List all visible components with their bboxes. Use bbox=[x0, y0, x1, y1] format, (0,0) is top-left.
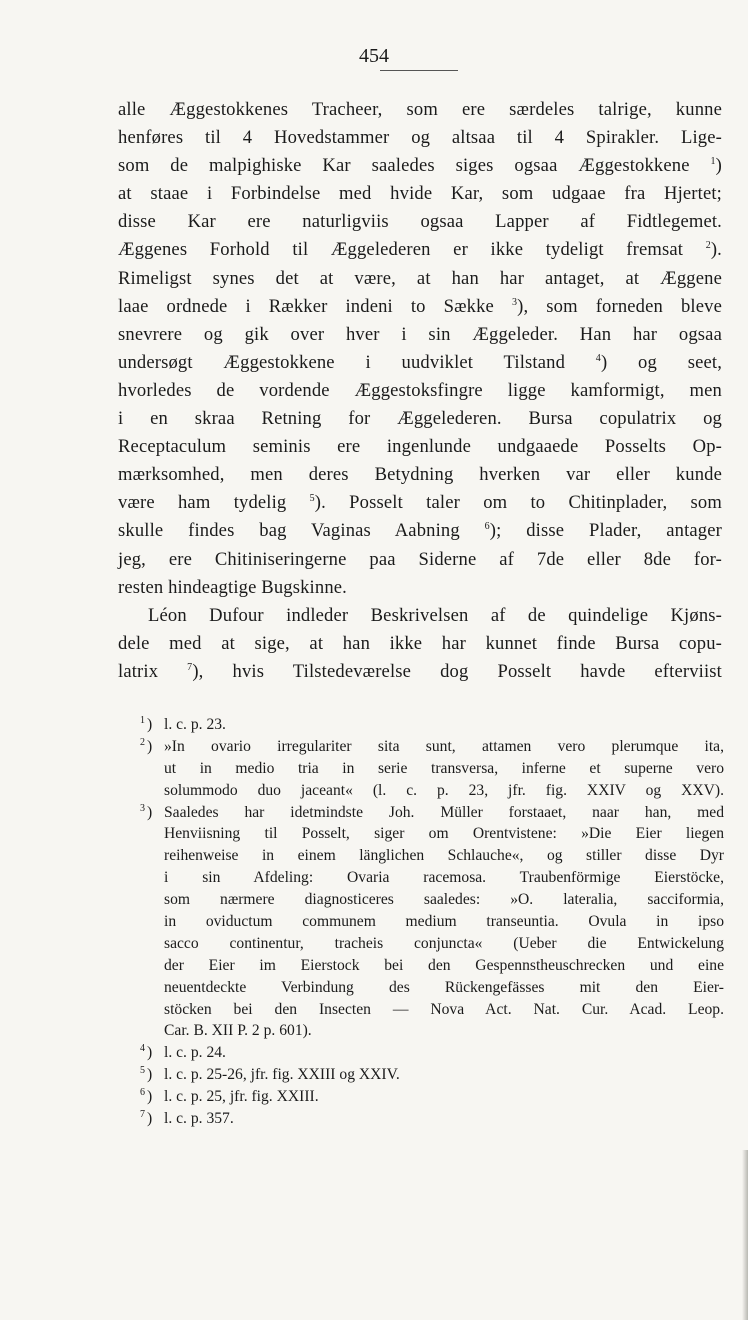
footnote-ref[interactable]: 1 bbox=[710, 156, 716, 168]
text-line: dele med at sige, at han ikke har kunnet finde Bursa copu- bbox=[118, 632, 722, 654]
footnote-number: 1 bbox=[140, 715, 145, 726]
footnote-line: »In ovario irregulariter sita sunt, attamen vero plerumque ita, bbox=[164, 737, 724, 755]
text-line: alle Æggestokkenes Tracheer, som ere særdeles talrige, kunne bbox=[118, 99, 722, 120]
footnote-number: 6 bbox=[140, 1087, 145, 1099]
footnote-line: l. c. p. 23. bbox=[164, 716, 226, 733]
text-line: Receptaculum seminis ere ingenlunde undgaaede Posselts Op- bbox=[118, 436, 722, 458]
footnotes bbox=[140, 714, 724, 1130]
text-line: jeg, ere Chitiniseringerne paa Siderne af 7de eller 8de for- bbox=[118, 548, 722, 570]
footnote-ref[interactable]: 5 bbox=[309, 493, 315, 505]
text-line: undersøgt Æggestokkene i uudviklet Tilstand $^4$) og seet, bbox=[118, 351, 723, 373]
footnote-number: 7 bbox=[140, 1109, 145, 1121]
footnote-ref[interactable]: 2 bbox=[705, 240, 711, 252]
text-line: snevrere og gik over hver i sin Æggeleder. Han har ogsaa bbox=[118, 323, 722, 345]
footnote-line: som nærmere diagnosticeres saaledes: »O. lateralia, sacciformia, bbox=[164, 891, 724, 909]
footnote-4 bbox=[140, 1042, 724, 1064]
footnote-line: Saaledes har idetmindste Joh. Müller forstaaet, naar han, med bbox=[164, 803, 724, 821]
footnote-line: stöcken bei den Insecten — Nova Act. Nat. Cur. Acad. Leop. bbox=[164, 1000, 724, 1018]
footnote-line: l. c. p. 25, jfr. fig. XXIII. bbox=[164, 1088, 319, 1106]
footnote-line: i sin Afdeling: Ovaria racemosa. Traubenförmige Eierstöcke, bbox=[164, 869, 724, 887]
footnote-line: sacco continentur, tracheis conjuncta« (Ueber die Entwickelung bbox=[164, 934, 724, 952]
footnote-3 bbox=[140, 802, 724, 1043]
footnote-1 bbox=[140, 714, 724, 736]
text-line: hvorledes de vordende Æggestoksfingre ligge kamformigt, men bbox=[118, 379, 722, 401]
footnote-ref[interactable]: 4 bbox=[595, 352, 601, 364]
footnote-paren: ) bbox=[147, 716, 153, 733]
text-line: i en skraa Retning for Æggelederen. Bursa copulatrix og bbox=[118, 408, 722, 430]
text-line: mærksomhed, men deres Betydning hverken var eller kunde bbox=[118, 464, 722, 486]
footnote-line: reihenweise in einem länglichen Schlauche«, og stiller disse Dyr bbox=[164, 847, 724, 865]
footnote-paren: ) bbox=[147, 1110, 153, 1128]
footnote-line: Car. B. XII P. 2 p. 601). bbox=[164, 1022, 312, 1040]
text-line: Æggenes Forhold til Æggelederen er ikke tydeligt fremsat $^2$). bbox=[118, 239, 722, 261]
page-number-rule bbox=[380, 70, 458, 71]
text-line: latrix $^7$), hvis Tilstedeværelse dog Posselt havde efterviist bbox=[118, 660, 722, 682]
footnote-paren: ) bbox=[147, 803, 153, 821]
footnote-line: l. c. p. 357. bbox=[164, 1110, 234, 1128]
footnote-6 bbox=[140, 1086, 724, 1108]
text-line: henføres til 4 Hovedstammer og altsaa til 4 Spirakler. Lige- bbox=[118, 127, 722, 149]
text-line: Rimeligst synes det at være, at han har antaget, at Æggene bbox=[118, 267, 722, 289]
text-line: som de malpighiske Kar saaledes siges ogsaa Æggestokkene $^1$) bbox=[118, 155, 722, 177]
footnote-number: 2 bbox=[140, 736, 145, 748]
footnote-2 bbox=[140, 736, 724, 802]
text-line: være ham tydelig $^5$). Posselt taler om to Chitinplader, som bbox=[118, 492, 722, 514]
text-line: resten hindeagtige Bugskinne. bbox=[118, 576, 347, 598]
footnote-paren: ) bbox=[147, 737, 153, 755]
footnote-line: ut in medio tria in serie transversa, inferne et superne vero bbox=[164, 759, 724, 777]
footnote-number: 4 bbox=[140, 1043, 145, 1055]
footnote-line: l. c. p. 25-26, jfr. fig. XXIII og XXIV. bbox=[164, 1066, 400, 1084]
footnote-ref[interactable]: 7 bbox=[187, 661, 193, 673]
footnote-ref[interactable]: 6 bbox=[484, 521, 490, 533]
footnote-7 bbox=[140, 1108, 724, 1130]
page-edge-shadow bbox=[742, 1150, 748, 1320]
footnote-paren: ) bbox=[147, 1066, 153, 1084]
main-text bbox=[118, 96, 722, 686]
footnote-ref[interactable]: 3 bbox=[511, 296, 518, 308]
text-line: disse Kar ere naturligviis ogsaa Lapper af Fidtlegemet. bbox=[118, 211, 722, 233]
footnote-line: der Eier im Eierstock bei den Gespennstheuschrecken und eine bbox=[164, 956, 724, 974]
footnote-number: 3 bbox=[140, 802, 145, 814]
page-number: 454 bbox=[359, 45, 389, 67]
footnote-line: in oviductum communem medium transeuntia. Ovula in ipso bbox=[164, 913, 724, 931]
footnote-paren: ) bbox=[147, 1088, 153, 1106]
text-line: Léon Dufour indleder Beskrivelsen af de quindelige Kjøns- bbox=[148, 604, 722, 626]
footnote-5 bbox=[140, 1064, 724, 1086]
footnote-paren: ) bbox=[147, 1044, 153, 1062]
text-line: laae ordnede i Rækker indeni to Sække $^3$), som forneden bleve bbox=[118, 295, 722, 317]
footnote-line: Henviisning til Posselt, siger om Orentvistene: »Die Eier liegen bbox=[164, 825, 724, 843]
text-line: skulle findes bag Vaginas Aabning $^6$); disse Plader, antager bbox=[118, 520, 722, 542]
footnote-line: solummodo duo jaceant« (l. c. p. 23, jfr. fig. XXIV og XXV). bbox=[164, 781, 724, 799]
footnote-number: 5 bbox=[140, 1065, 145, 1077]
text-line: at staae i Forbindelse med hvide Kar, som udgaae fra Hjertet; bbox=[118, 183, 722, 205]
footnote-line: l. c. p. 24. bbox=[164, 1044, 226, 1062]
footnote-line: neuentdeckte Verbindung des Rückengefässes mit den Eier- bbox=[164, 978, 724, 996]
